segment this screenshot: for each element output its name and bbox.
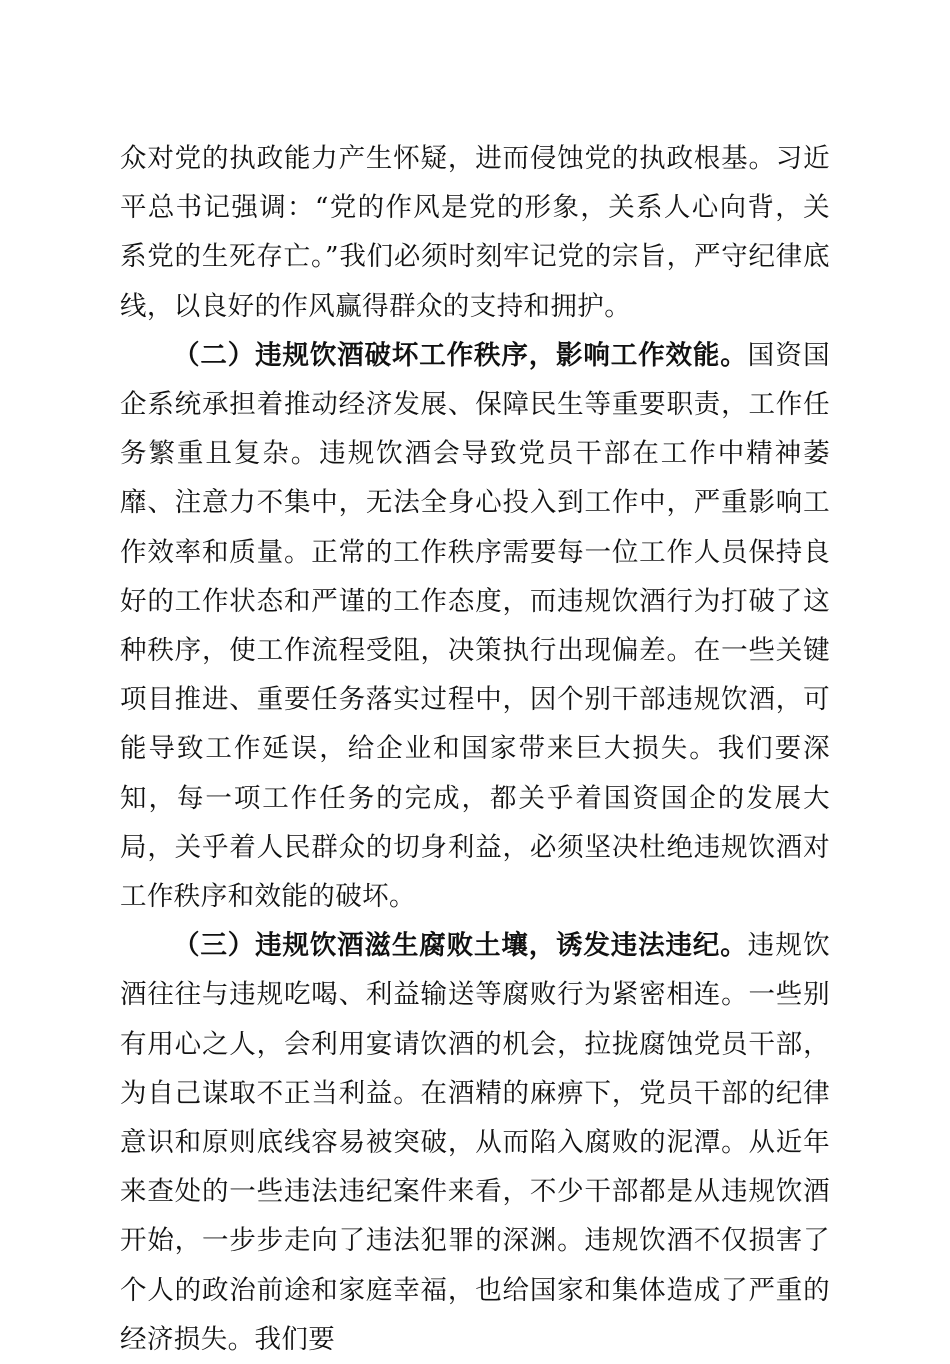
section-heading-two: （二）违规饮酒破坏工作秩序，影响工作效能。 <box>173 339 748 371</box>
section-heading-three: （三）违规饮酒滋生腐败土壤，诱发违法违纪。 <box>173 930 748 962</box>
document-body <box>120 134 830 1364</box>
paragraph-party-conduct <box>120 134 830 331</box>
paragraph-text: 违规饮酒往往与违规吃喝、利益输送等腐败行为紧密相连。一些别有用心之人，会利用宴请饮酒的机会，拉拢腐蚀党员干部，为自己谋取不正当利益。在酒精的麻痹下，党员干部的纪律意识和原则底线容易被突破，从而陷入腐败的泥潭。从近年来查处的一些违法违纪案件来看，不少干部都是从违规饮酒开始，一步步走向了违法犯罪的深渊。违规饮酒不仅损害了个人的政治前途和家庭幸福，也给国家和集体造成了严重的经济损失。我们要 <box>120 930 830 1355</box>
paragraph-work-order <box>120 331 830 921</box>
paragraph-corruption <box>120 921 830 1364</box>
paragraph-text: 众对党的执政能力产生怀疑，进而侵蚀党的执政根基。习近平总书记强调：“党的作风是党的形象，关系人心向背，关系党的生死存亡。”我们必须时刻牢记党的宗旨，严守纪律底线，以良好的作风赢得群众的支持和拥护。 <box>120 143 830 322</box>
paragraph-text: 国资国企系统承担着推动经济发展、保障民生等重要职责，工作任务繁重且复杂。违规饮酒会导致党员干部在工作中精神萎靡、注意力不集中，无法全身心投入到工作中，严重影响工作效率和质量。正常的工作秩序需要每一位工作人员保持良好的工作状态和严谨的工作态度，而违规饮酒行为打破了这种秩序，使工作流程受阻，决策执行出现偏差。在一些关键项目推进、重要任务落实过程中，因个别干部违规饮酒，可能导致工作延误，给企业和国家带来巨大损失。我们要深知，每一项工作任务的完成，都关乎着国资国企的发展大局，关乎着人民群众的切身利益，必须坚决杜绝违规饮酒对工作秩序和效能的破坏。 <box>120 339 830 913</box>
